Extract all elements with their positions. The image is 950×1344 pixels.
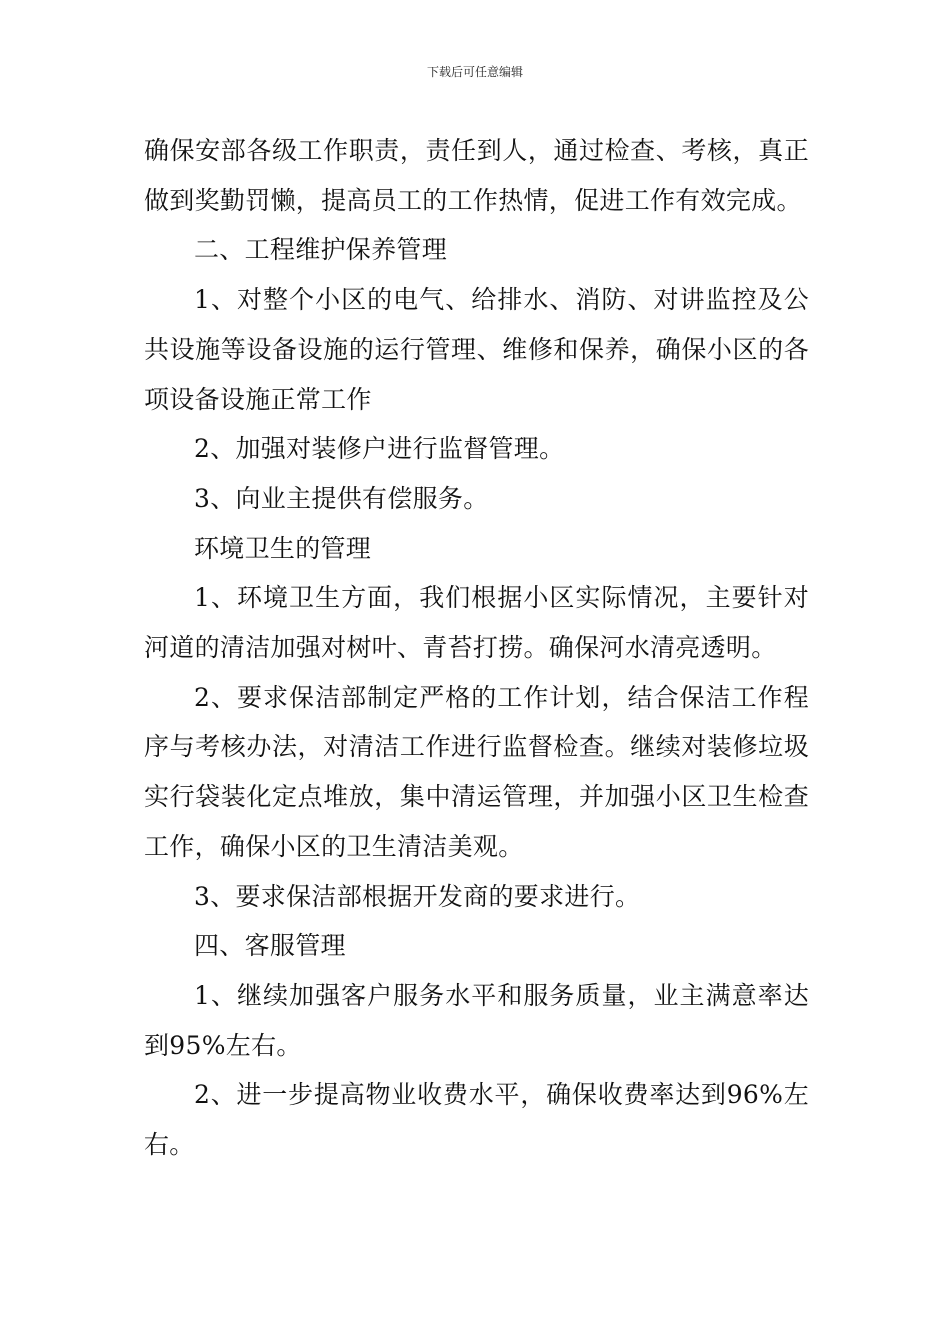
paragraph-engineering-2: 2、加强对装修户进行监督管理。 [194, 434, 565, 464]
paragraph-engineering-1: 1、对整个小区的电气、给排水、消防、对讲监控及公共设施等设备设施的运行管理、维修和保养，确保小区的各项设备设施正常工作 [144, 285, 809, 414]
section-heading-customer-service: 四、客服管理 [194, 931, 346, 961]
section-heading-engineering: 二、工程维护保养管理 [194, 235, 448, 265]
document-body [144, 126, 809, 1170]
paragraph-engineering-3: 3、向业主提供有偿服务。 [194, 483, 489, 513]
paragraph-customer-service-1: 1、继续加强客户服务水平和服务质量，业主满意率达到95%左右。 [144, 980, 809, 1060]
section-heading-environment: 环境卫生的管理 [194, 533, 372, 563]
paragraph-environment-1: 1、环境卫生方面，我们根据小区实际情况，主要针对河道的清洁加强对树叶、青苔打捞。确保河水清亮透明。 [144, 583, 809, 663]
paragraph-environment-2: 2、要求保洁部制定严格的工作计划，结合保洁工作程序与考核办法，对清洁工作进行监督检查。继续对装修垃圾实行袋装化定点堆放，集中清运管理，并加强小区卫生检查工作，确保小区的卫生清洁美观。 [144, 682, 809, 861]
page-header: 下载后可任意编辑 [426, 65, 523, 79]
paragraph-customer-service-2: 2、进一步提高物业收费水平，确保收费率达到96%左右。 [144, 1080, 809, 1160]
paragraph-environment-3: 3、要求保洁部根据开发商的要求进行。 [194, 881, 641, 911]
paragraph-continuation: 确保安部各级工作职责，责任到人，通过检查、考核，真正做到奖勤罚懒，提高员工的工作热情，促进工作有效完成。 [144, 136, 809, 215]
